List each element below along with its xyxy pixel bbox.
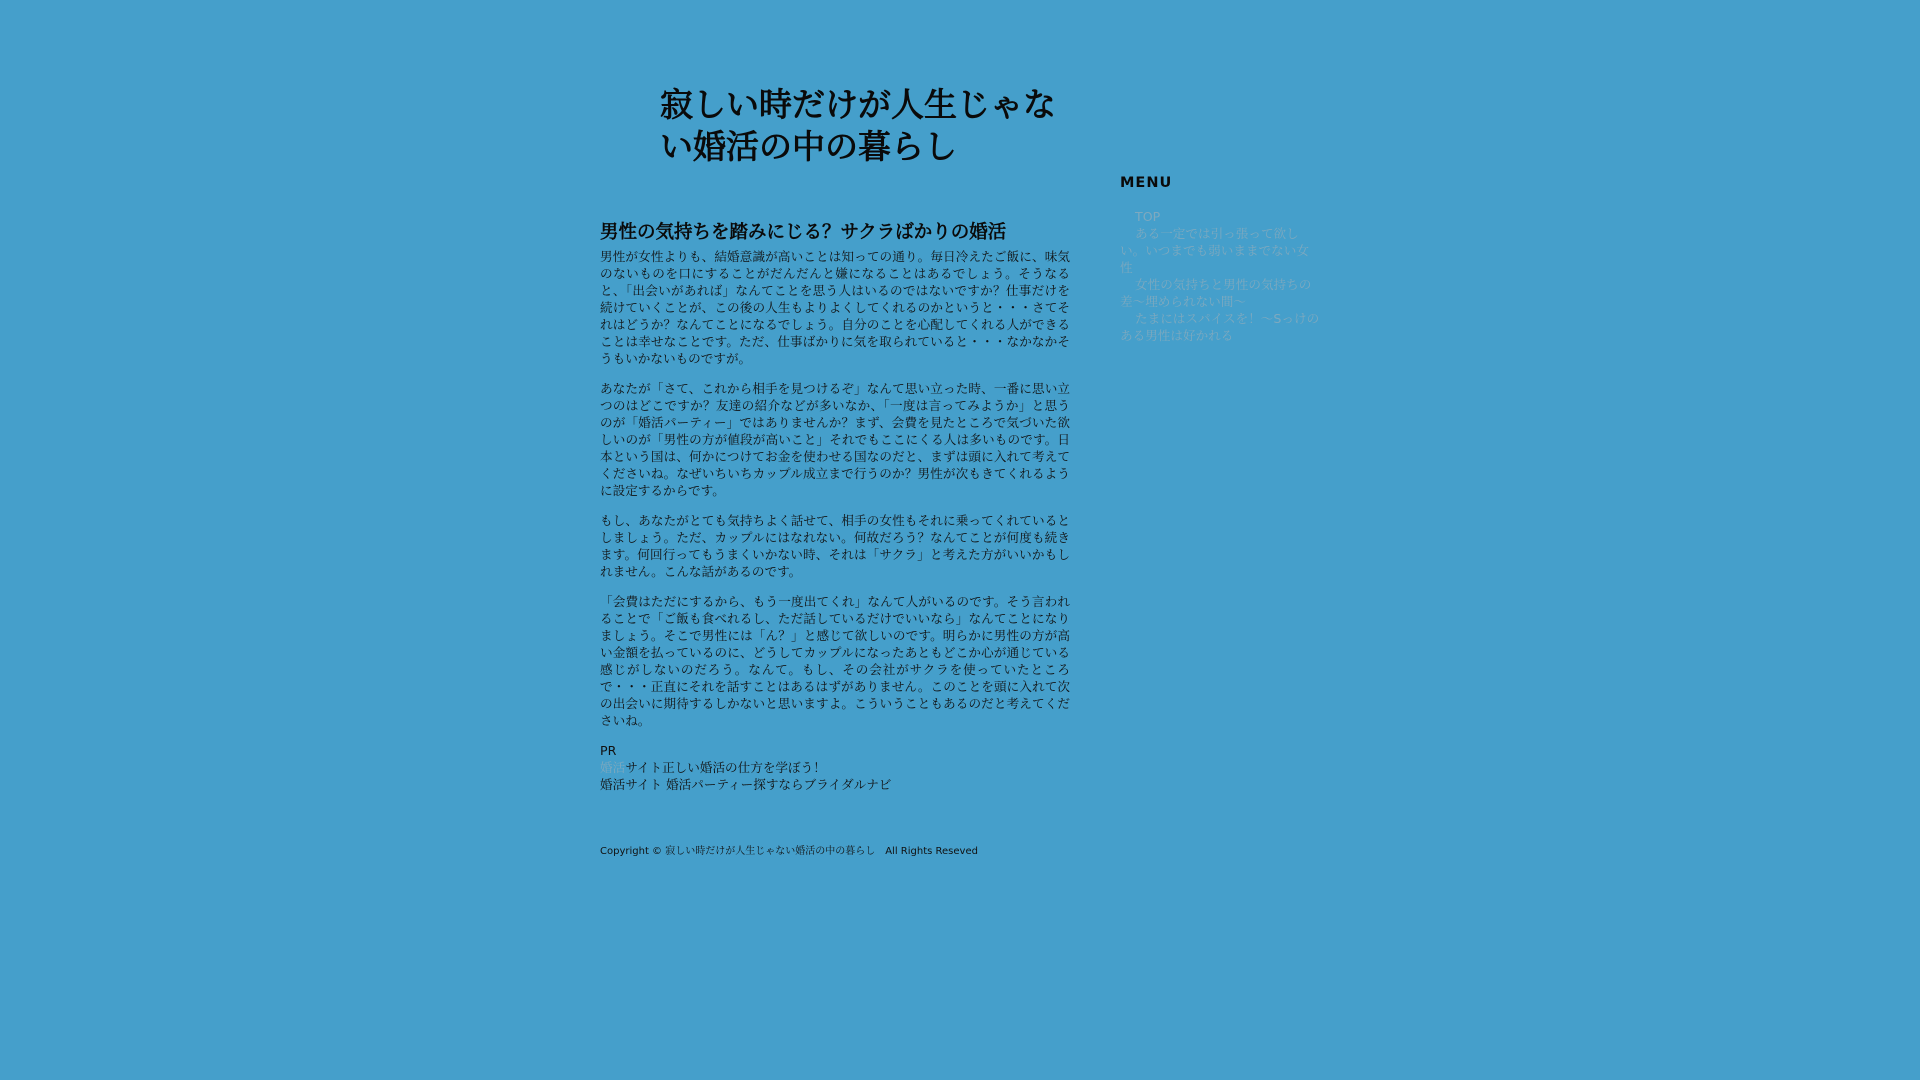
pr-line-1-text: サイト正しい婚活の仕方を学ぼう！ [625, 760, 826, 775]
pr-link-konkatsu[interactable]: 婚活 [600, 760, 626, 775]
article-title: 男性の気持ちを踏みにじる？サクラばかりの婚活 [600, 222, 1007, 243]
menu-title: MENU [1120, 175, 1173, 191]
pr-line-1 [600, 759, 1070, 776]
site-title: 寂しい時だけが人生じゃない婚活の中の暮らし [660, 85, 1056, 166]
menu-list [1120, 208, 1320, 344]
pr-section [600, 742, 1070, 793]
menu-link-3[interactable]: 女性の気持ちと男性の気持ちの差～埋められない間～ [1120, 277, 1312, 309]
footer-copyright: Copyright © 寂しい時だけが人生じゃない婚活の中の暮らし All Rights Reseved [600, 846, 978, 857]
menu-link-top[interactable]: TOP [1135, 209, 1161, 224]
menu-item-4 [1120, 310, 1320, 344]
article-paragraph-2: あなたが「さて、これから相手を見つけるぞ」なんて思い立った時、一番に思い立つのはどこですか？友達の紹介などが多いなか、「一度は言ってみようか」と思うのが「婚活パーティー」ではありませんか？まず、会費を見たところで気づいた欲しいのが「男性の方が値段が高いこと」それでもここにくる人は多いものです。日本という国は、何かにつけてお金を使わせる国なのだと、まずは頭に入れて考えてくださいね。なぜいちいちカップル成立まで行うのか？男性が次もきてくれるように設定するからです。 [600, 381, 1070, 498]
article-paragraph-3: もし、あなたがとても気持ちよく話せて、相手の女性もそれに乗ってくれているとしましょう。ただ、カップルにはなれない。何故だろう？なんてことが何度も続きます。何回行ってもうまくいかない時、それは「サクラ」と考えた方がいいかもしれません。こんな話があるのです。 [600, 513, 1070, 579]
pr-line-2: 婚活サイト 婚活パーティー探すならブライダルナビ [600, 777, 892, 792]
article-paragraph-1: 男性が女性よりも、結婚意識が高いことは知っての通り。毎日冷えたご飯に、味気のないものを口にすることがだんだんと嫌になることはあるでしょう。そうなると、「出会いがあれば」なんてことを思う人はいるのではないですか？仕事だけを続けていくことが、この後の人生もよりよくしてくれるのかというと・・・さてそれはどうか？なんてことになるでしょう。自分のことを心配してくれる人ができることは幸せなことです。ただ、仕事ばかりに気を取られていると・・・なかなかそうもいかないものですが。 [600, 249, 1070, 366]
menu-link-4[interactable]: たまにはスパイスを！～Sっけのある男性は好かれる [1120, 311, 1320, 343]
menu-item-top [1120, 208, 1320, 225]
menu-item-3 [1120, 276, 1320, 310]
article-paragraph-4: 「会費はただにするから、もう一度出てくれ」なんて人がいるのです。そう言われることで「ご飯も食べれるし、ただ話しているだけでいいなら」なんてことになりましょう。そこで男性には「ん？」と感じて欲しいのです。明らかに男性の方が高い金額を払っているのに、どうしてカップルになったあともどこか心が通じている感じがしないのだろう。なんて。もし、その会社がサクラを使っていたところで・・・正直にそれを話すことはあるはずがありません。このことを頭に入れて次の出会いに期待するしかないと思いますよ。こういうこともあるのだと考えてくださいね。 [600, 594, 1070, 728]
main-content [600, 218, 1070, 793]
pr-label: PR [600, 743, 617, 758]
sidebar [1120, 172, 1320, 344]
menu-link-2[interactable]: ある一定では引っ張って欲しい。いつまでも弱いままでない女性 [1120, 226, 1309, 275]
menu-item-2 [1120, 225, 1320, 276]
